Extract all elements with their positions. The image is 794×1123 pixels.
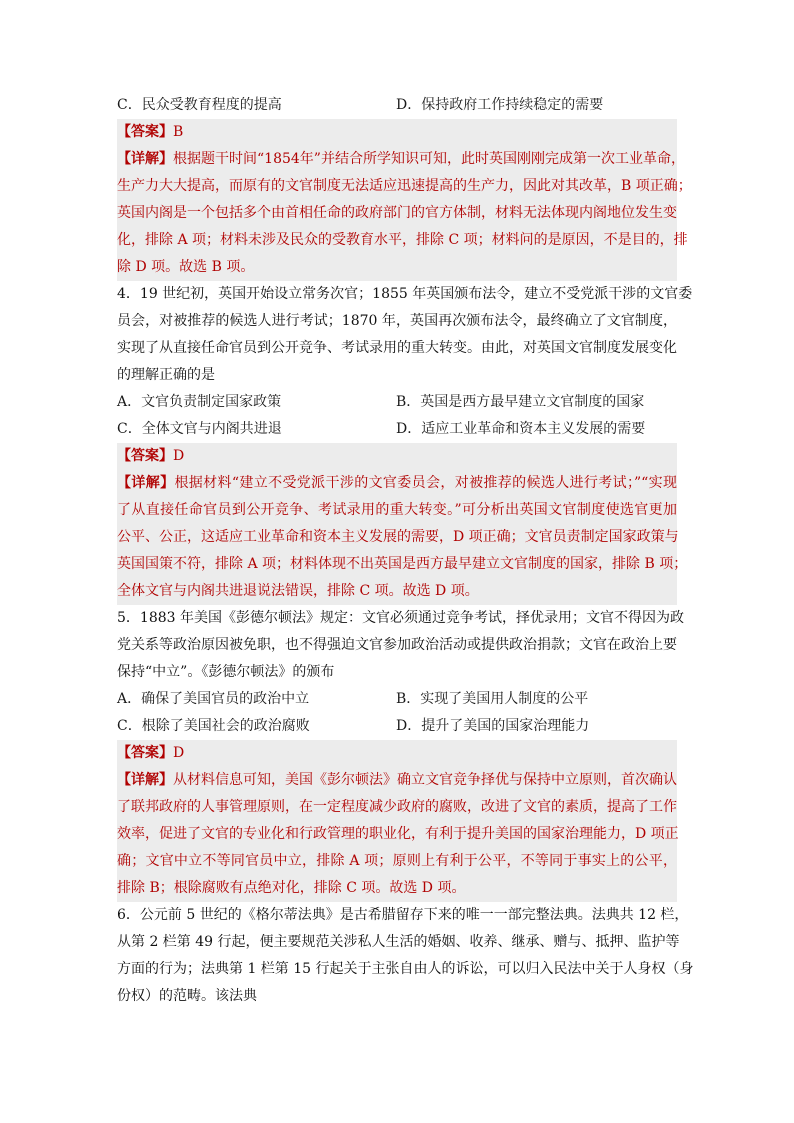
q4-options-cd bbox=[117, 416, 677, 443]
q4-stem-line: 实现了从直接任命官员到公开竞争、考试录用的重大转变。由此，对英国文官制度发展变化 bbox=[117, 340, 677, 356]
q4-stem-line: 4．19 世纪初，英国开始设立常务次官；1855 年英国颁布法令，建立不受党派干涉的文官委 bbox=[117, 286, 693, 302]
q5-detail-line: 效率，促进了文官的专业化和行政管理的职业化，有利于提升美国的国家治理能力，D 项正 bbox=[117, 826, 679, 842]
q3-detail-line: 英国内阁是一个包括多个由首相任命的政府部门的官方体制，材料无法体现内阁地位发生变 bbox=[117, 205, 677, 221]
q3-detail-line: 化，排除 A 项；材料未涉及民众的受教育水平，排除 C 项；材料问的是原因，不是目的，排 bbox=[117, 232, 688, 248]
q3-option-c[interactable]: C．民众受教育程度的提高 bbox=[117, 97, 282, 113]
q5-stem-line: 保持“中立”。《彭德尔顿法》的颁布 bbox=[117, 664, 335, 680]
q6-stem-line: 份权）的范畴。该法典 bbox=[117, 988, 257, 1004]
q3-options-cd bbox=[117, 92, 677, 119]
answer-tag: 【答案】 bbox=[117, 124, 173, 140]
q5-stem-line: 5．1883 年美国《彭德尔顿法》规定：文官必须通过竞争考试，择优录用；文官不得因为政 bbox=[117, 610, 684, 626]
q4-detail-line: 了从直接任命官员到公开竞争、考试录用的重大转变。”可分析出英国文官制度使选官更加 bbox=[117, 502, 677, 518]
q4-detail-line: 【详解】根据材料“建立不受党派干涉的文官委员会，对被推荐的候选人进行考试；”“实现 bbox=[117, 475, 678, 491]
detail-tag: 【详解】 bbox=[117, 772, 173, 788]
q6-stem-line: 从第 2 栏第 49 行起，便主要规范关涉私人生活的婚姻、收养、继承、赠与、抵押、监护等 bbox=[117, 934, 680, 950]
q3-answer-block bbox=[117, 119, 692, 281]
q5-detail-line: 了联邦政府的人事管理原则，在一定程度减少政府的腐败，改进了文官的素质，提高了工作 bbox=[117, 799, 677, 815]
q4-stem-line: 的理解正确的是 bbox=[117, 367, 215, 383]
q4-detail-line: 英国国策不符，排除 A 项；材料体现不出英国是西方最早建立文官制度的国家，排除 B 项； bbox=[117, 556, 688, 572]
document-page bbox=[117, 92, 694, 1010]
q5-options-cd bbox=[117, 713, 677, 740]
q5-answer-line bbox=[117, 740, 677, 767]
q3-answer-line bbox=[117, 119, 677, 146]
q3-option-d[interactable]: D．保持政府工作持续稳定的需要 bbox=[396, 97, 604, 113]
q6-stem-line: 方面的行为；法典第 1 栏第 15 行起关于主张自由人的诉讼，可以归入民法中关于人身权（身 bbox=[117, 961, 694, 977]
q4-option-c[interactable]: C．全体文官与内阁共进退 bbox=[117, 421, 282, 437]
q5-detail-line: 【详解】从材料信息可知，美国《彭尔顿法》确立文官竞争择优与保持中立原则，首次确认 bbox=[117, 772, 677, 788]
q5-options-ab bbox=[117, 686, 677, 713]
q5-option-a[interactable]: A．确保了美国官员的政治中立 bbox=[117, 691, 310, 707]
q5-answer-value: D bbox=[173, 745, 185, 761]
q4-stem-line: 员会，对被推荐的候选人进行考试；1870 年，英国再次颁布法令，最终确立了文官制度， bbox=[117, 313, 677, 329]
q3-answer-value: B bbox=[173, 124, 184, 140]
q4-answer-value: D bbox=[173, 448, 185, 464]
q5-detail-line: 确；文官中立不等同官员中立，排除 A 项；原则上有利于公平，不等同于事实上的公平， bbox=[117, 853, 677, 869]
q5-detail-line: 排除 B；根除腐败有点绝对化，排除 C 项。故选 D 项。 bbox=[117, 880, 466, 896]
q5-answer-block bbox=[117, 740, 677, 902]
q5-option-b[interactable]: B．实现了美国用人制度的公平 bbox=[396, 691, 589, 707]
q3-detail-line: 生产力大大提高，而原有的文官制度无法适应迅速提高的生产力，因此对其改革，B 项正确； bbox=[117, 178, 692, 194]
q3-detail-line: 【详解】根据题干时间“1854年”并结合所学知识可知，此时英国刚刚完成第一次工业革命， bbox=[117, 151, 685, 167]
q4-answer-line bbox=[117, 443, 677, 470]
answer-tag: 【答案】 bbox=[117, 448, 173, 464]
q4-answer-block bbox=[117, 443, 688, 605]
q4-detail-line: 公平、公正，这适应工业革命和资本主义发展的需要，D 项正确；文官员责制定国家政策与 bbox=[117, 529, 679, 545]
detail-tag: 【详解】 bbox=[117, 151, 173, 167]
q4-option-d[interactable]: D．适应工业革命和资本主义发展的需要 bbox=[396, 421, 646, 437]
q5-option-c[interactable]: C．根除了美国社会的政治腐败 bbox=[117, 718, 310, 734]
answer-tag: 【答案】 bbox=[117, 745, 173, 761]
detail-tag: 【详解】 bbox=[117, 475, 175, 491]
q4-option-a[interactable]: A．文官负责制定国家政策 bbox=[117, 394, 282, 410]
q5-stem-line: 党关系等政治原因被免职，也不得强迫文官参加政治活动或提供政治捐款；文官在政治上要 bbox=[117, 637, 677, 653]
q6-stem-line: 6．公元前 5 世纪的《格尔蒂法典》是古希腊留存下来的唯一一部完整法典。法典共 12 栏， bbox=[117, 907, 689, 923]
q4-detail-line: 全体文官与内阁共进退说法错误，排除 C 项。故选 D 项。 bbox=[117, 583, 479, 599]
q3-detail-line: 除 D 项。故选 B 项。 bbox=[117, 259, 255, 275]
q4-options-ab bbox=[117, 389, 677, 416]
q5-option-d[interactable]: D．提升了美国的国家治理能力 bbox=[396, 718, 590, 734]
q4-option-b[interactable]: B．英国是西方最早建立文官制度的国家 bbox=[396, 394, 645, 410]
